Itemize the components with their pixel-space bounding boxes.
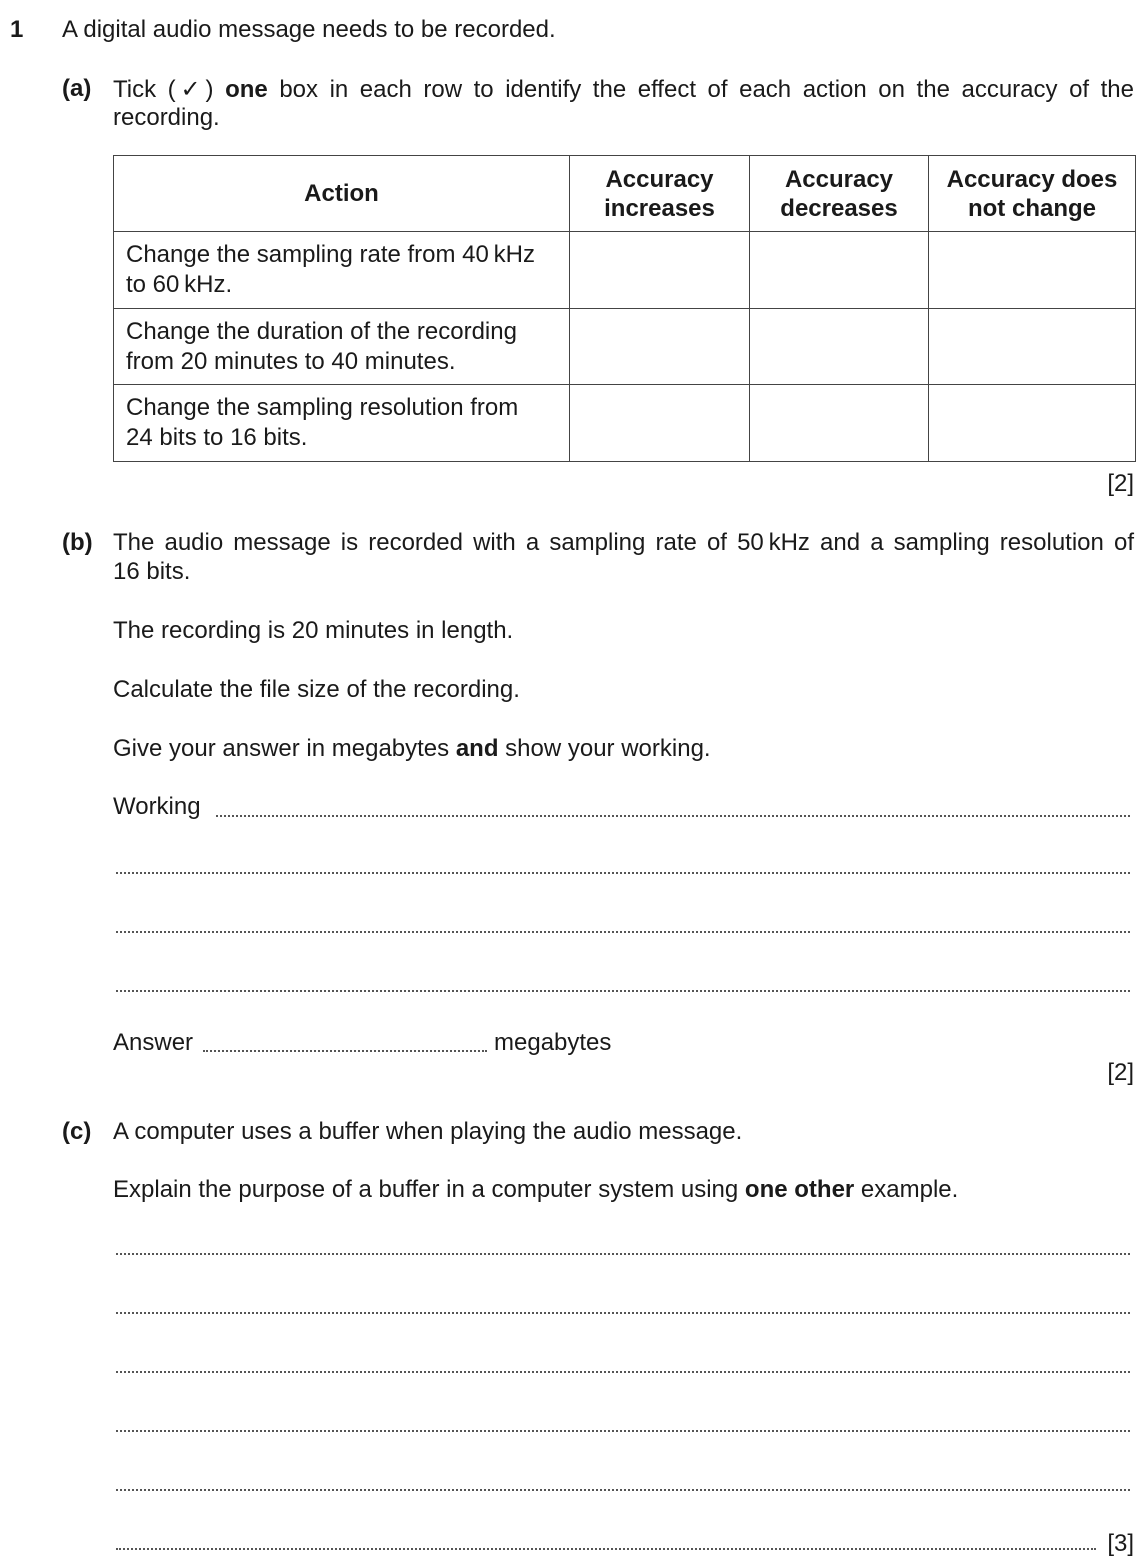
answer-line[interactable] (116, 1253, 1130, 1255)
tick-box-no-change[interactable] (929, 385, 1136, 462)
answer-line[interactable] (116, 1312, 1130, 1314)
part-b-label: (b) (62, 529, 93, 556)
table-row (114, 309, 1136, 385)
part-a-instruction: Tick (✓) one box in each row to identify the effect of each action on the accuracy of the (113, 76, 1135, 103)
tick-box-no-change[interactable] (929, 232, 1136, 309)
part-b-length: The recording is 20 minutes in length. (113, 617, 514, 644)
working-line[interactable] (116, 931, 1130, 933)
table-row (114, 385, 1136, 462)
answer-unit: megabytes (494, 1029, 612, 1056)
working-line[interactable] (216, 815, 1130, 817)
part-b-line2: 16 bits. (113, 558, 191, 585)
tick-box-increases[interactable] (570, 232, 750, 309)
part-b-calculate: Calculate the file size of the recording. (113, 676, 520, 703)
tick-box-increases[interactable] (570, 385, 750, 462)
action-cell: Change the duration of the recording from 20 minutes to 40 minutes. (114, 309, 570, 385)
question-stem: A digital audio message needs to be recorded. (62, 16, 556, 43)
header-accuracy-decreases: Accuracy decreases (750, 156, 929, 232)
part-c-marks: [3] (1107, 1530, 1134, 1557)
answer-line[interactable] (116, 1430, 1130, 1432)
tick-box-decreases[interactable] (750, 385, 929, 462)
part-b-line1: The audio message is recorded with a sampling rate of 50 kHz and a sampling resolution of (113, 529, 1134, 556)
header-accuracy-no-change: Accuracy does not change (929, 156, 1136, 232)
tick-box-decreases[interactable] (750, 232, 929, 309)
working-line[interactable] (116, 990, 1130, 992)
table-header-row (114, 156, 1136, 232)
header-accuracy-increases: Accuracy increases (570, 156, 750, 232)
question-number: 1 (10, 16, 24, 43)
working-line[interactable] (116, 872, 1130, 874)
answer-line[interactable] (116, 1489, 1130, 1491)
tick-box-decreases[interactable] (750, 309, 929, 385)
table-row (114, 232, 1136, 309)
part-b-instruction: Give your answer in megabytes and show your working. (113, 735, 711, 762)
part-c-instruction: Explain the purpose of a buffer in a computer system using one other example. (113, 1176, 959, 1203)
working-label: Working (113, 793, 201, 820)
header-action: Action (114, 156, 570, 232)
part-c-line1: A computer uses a buffer when playing the audio message. (113, 1118, 743, 1145)
part-b-marks: [2] (1107, 1059, 1134, 1086)
part-a-label: (a) (62, 75, 92, 102)
answer-line[interactable] (203, 1050, 487, 1052)
tick-table (113, 155, 1136, 462)
answer-line[interactable] (116, 1548, 1096, 1550)
answer-label: Answer (113, 1029, 194, 1056)
part-a-marks: [2] (1107, 470, 1134, 497)
part-a-instruction-line2: recording. (113, 104, 220, 131)
action-cell: Change the sampling resolution from 24 bits to 16 bits. (114, 385, 570, 462)
action-cell: Change the sampling rate from 40 kHz to 60 kHz. (114, 232, 570, 309)
answer-line[interactable] (116, 1371, 1130, 1373)
part-c-label: (c) (62, 1118, 92, 1145)
tick-box-no-change[interactable] (929, 309, 1136, 385)
tick-box-increases[interactable] (570, 309, 750, 385)
